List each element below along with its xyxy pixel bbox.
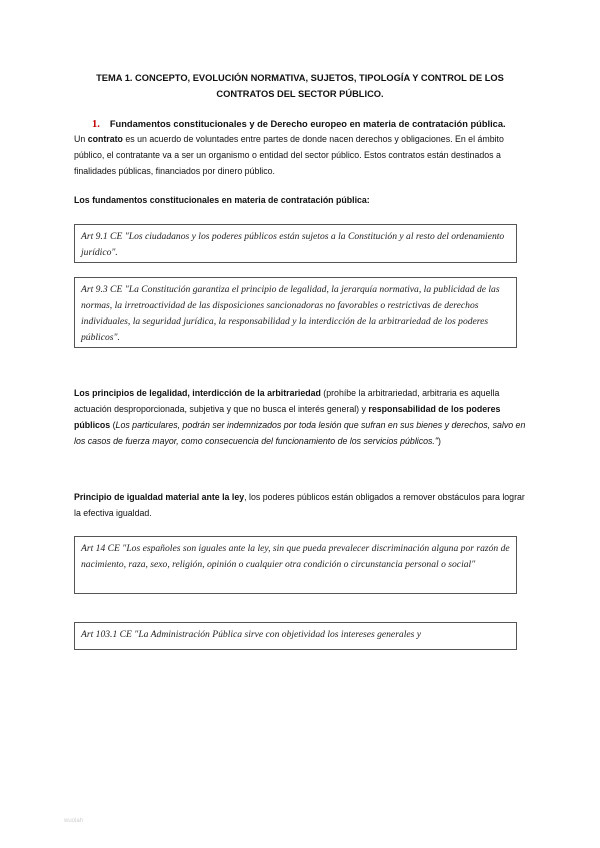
igualdad-bold: Principio de igualdad material ante la ley bbox=[74, 492, 245, 502]
quote-art-9-1-text: Art 9.1 CE "Los ciudadanos y los poderes públicos están sujetos a la Constitución y al resto del ordenamiento jurídico". bbox=[81, 231, 505, 258]
section-number: 1. bbox=[92, 119, 100, 130]
footer-watermark: wuolah bbox=[64, 818, 84, 824]
section-heading-text: Fundamentos constitucionales y de Derecho europeo en materia de contratación pública. bbox=[109, 119, 506, 129]
principios-bold-2: responsabilidad de los poderes públicos bbox=[74, 404, 501, 430]
intro-bold-term: contrato bbox=[87, 134, 123, 144]
principios-bold-1: Los principios de legalidad, interdicción de la arbitrariedad bbox=[74, 388, 321, 398]
fundamentos-heading: Los fundamentos constitucionales en materia de contratación pública: bbox=[74, 195, 370, 205]
quote-art-14 bbox=[74, 536, 517, 594]
quote-art-103-1 bbox=[74, 622, 517, 650]
igualdad-text: , los poderes públicos están obligados a remover obstáculos para lograr la efectiva igualdad. bbox=[74, 492, 525, 518]
quote-art-14-text: Art 14 CE "Los españoles son iguales ante la ley, sin que pueda prevalecer discriminación alguna por razón de nacimiento, raza, sexo, religión, opinión o cualquier otra condición o circunstancia personal o social" bbox=[81, 543, 510, 570]
title-line-1: TEMA 1. CONCEPTO, EVOLUCIÓN NORMATIVA, SUJETOS, TIPOLOGÍA Y CONTROL DE LOS bbox=[96, 73, 504, 83]
quote-art-9-1 bbox=[74, 224, 517, 263]
title-line-2: CONTRATOS DEL SECTOR PÚBLICO. bbox=[216, 89, 384, 99]
intro-paragraph bbox=[74, 131, 534, 179]
section-1-heading bbox=[92, 118, 532, 131]
quote-art-103-1-text: Art 103.1 CE "La Administración Pública sirve con objetividad los intereses generales y bbox=[81, 629, 422, 640]
intro-text-b: es un acuerdo de voluntades entre partes de donde nacen derechos y obligaciones. En el ámbito público, el contratante va a ser un organismo o entidad del sector público. Estos contratos están destinados a finalidades públicas, financiados por dinero público. bbox=[74, 134, 504, 176]
igualdad-paragraph bbox=[74, 489, 534, 521]
principios-paragraph bbox=[74, 385, 534, 449]
quote-art-9-3 bbox=[74, 277, 517, 348]
document-title bbox=[70, 70, 530, 102]
quote-art-9-3-text: Art 9.3 CE "La Constitución garantiza el principio de legalidad, la jerarquía normativa, la publicidad de las normas, la irretroactividad de las disposiciones sancionadoras no favorables o restrictivas de derechos individuales, la seguridad jurídica, la responsabilidad y la interdicción de la arbitrariedad de los poderes públicos". bbox=[81, 284, 500, 343]
intro-text-a: Un bbox=[74, 134, 88, 144]
principios-italic: Los particulares, podrán ser indemnizados por toda lesión que sufran en sus bienes y derechos, salvo en los casos de fuerza mayor, como consecuencia del funcionamiento de los servicios públicos." bbox=[74, 420, 526, 446]
principios-text-2: ( bbox=[110, 420, 116, 430]
principios-text-3: ) bbox=[437, 436, 441, 446]
principios-text-1: (prohíbe la arbitrariedad, arbitraria es aquella actuación desproporcionada, subjetiva y que no busca el interés general) y bbox=[74, 388, 500, 414]
